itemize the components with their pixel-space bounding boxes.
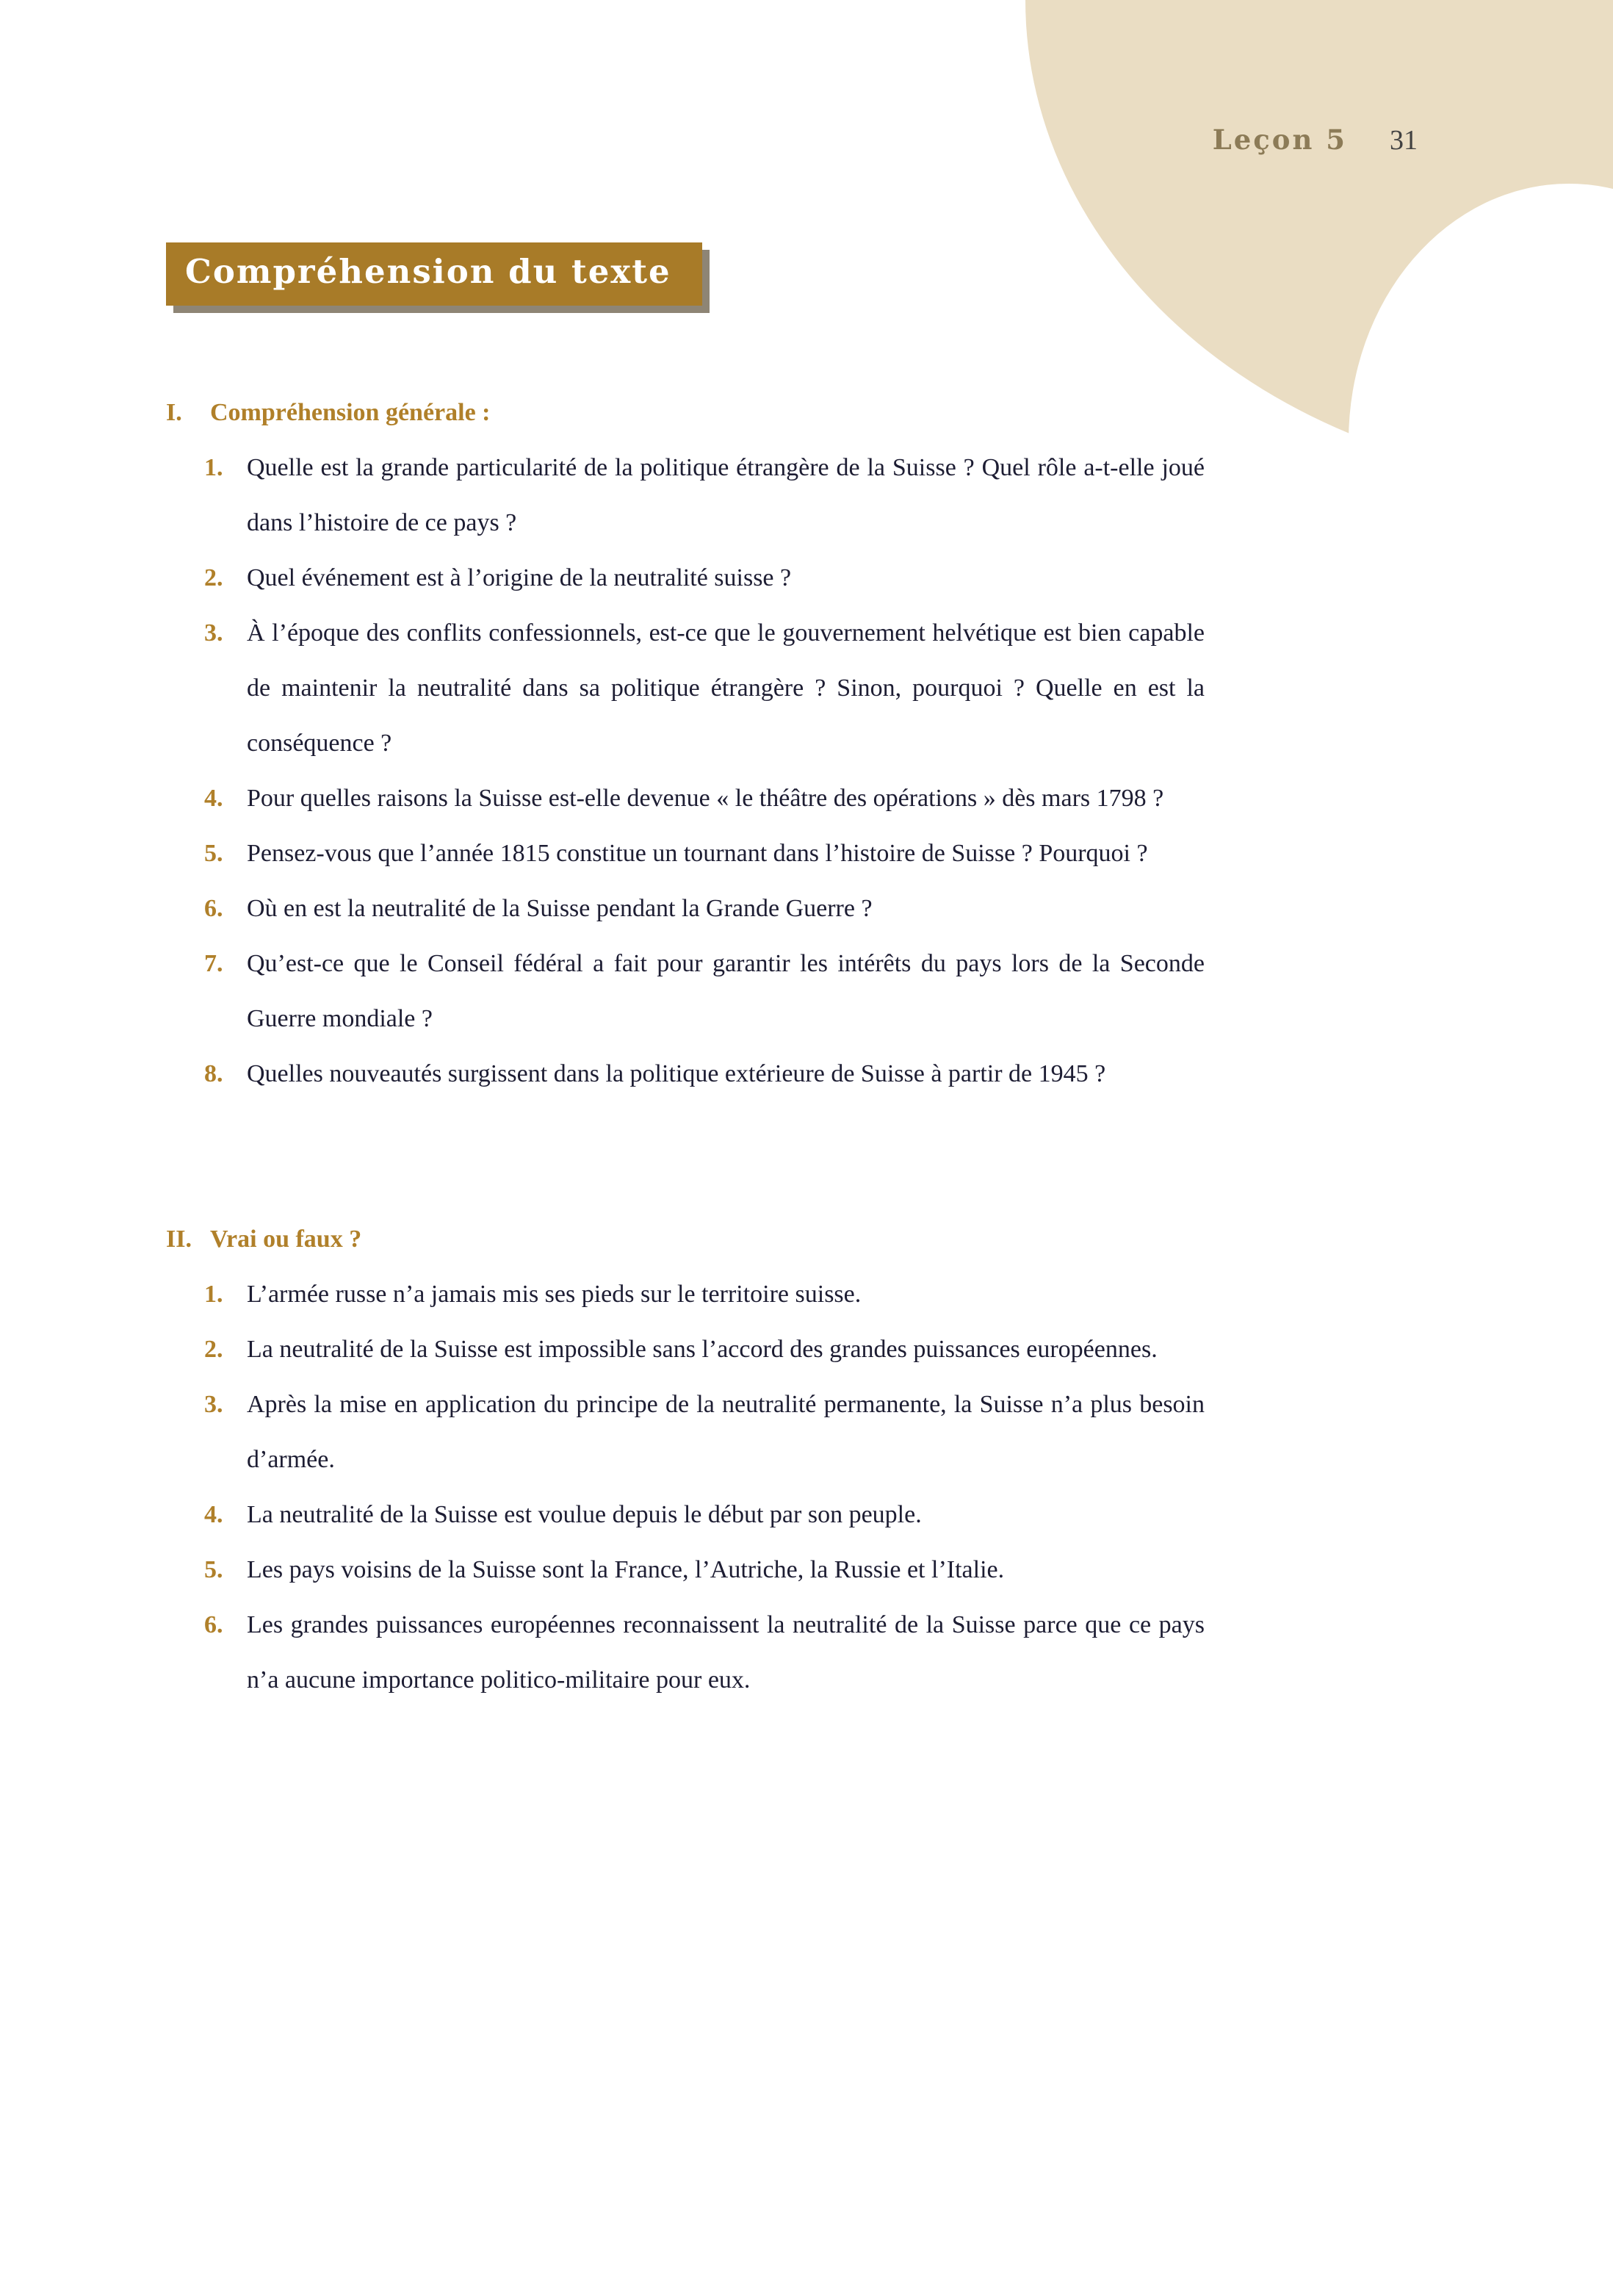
- section-heading: [166, 1212, 1205, 1267]
- section-number: I.: [166, 399, 182, 426]
- question-item: [166, 881, 1205, 936]
- question-text: Quelle est la grande particularité de la politique étrangère de la Suisse ? Quel rôle a-t-elle joué dans l’histoire de ce pays ?: [247, 454, 1205, 536]
- question-number: 7.: [204, 950, 223, 977]
- question-item: [166, 1542, 1205, 1597]
- question-number: 5.: [204, 1556, 223, 1583]
- question-number: 3.: [204, 619, 223, 647]
- section-number: II.: [166, 1226, 192, 1253]
- question-number: 5.: [204, 840, 223, 867]
- question-text: Pensez-vous que l’année 1815 constitue un tournant dans l’histoire de Suisse ? Pourquoi ?: [247, 840, 1148, 867]
- question-number: 3.: [204, 1391, 223, 1418]
- question-text: Quel événement est à l’origine de la neutralité suisse ?: [247, 564, 792, 591]
- question-text: À l’époque des conflits confessionnels, est-ce que le gouvernement helvétique est bien capable de maintenir la neutralité dans sa politique étrangère ? Sinon, pourquoi ? Quelle en est la conséquence ?: [247, 619, 1205, 757]
- section-heading: [166, 385, 1205, 440]
- question-item: [166, 1597, 1205, 1707]
- question-item: [166, 771, 1205, 826]
- question-text: L’armée russe n’a jamais mis ses pieds sur le territoire suisse.: [247, 1281, 862, 1308]
- question-item: [166, 1377, 1205, 1487]
- page-number: 31: [1390, 125, 1418, 156]
- question-number: 2.: [204, 564, 223, 591]
- question-text: Où en est la neutralité de la Suisse pendant la Grande Guerre ?: [247, 895, 873, 922]
- question-text: Pour quelles raisons la Suisse est-elle devenue « le théâtre des opérations » dès mars 1798 ?: [247, 785, 1164, 812]
- question-item: [166, 440, 1205, 550]
- question-text: Qu’est-ce que le Conseil fédéral a fait pour garantir les intérêts du pays lors de la Seconde Guerre mondiale ?: [247, 950, 1205, 1032]
- question-item: [166, 826, 1205, 881]
- question-text: La neutralité de la Suisse est voulue depuis le début par son peuple.: [247, 1501, 922, 1528]
- running-head: [1213, 123, 1418, 156]
- question-number: 6.: [204, 1611, 223, 1638]
- section-title-banner: Compréhension du texte: [166, 242, 702, 306]
- question-number: 1.: [204, 1281, 223, 1308]
- question-number: 6.: [204, 895, 223, 922]
- question-number: 8.: [204, 1060, 223, 1087]
- section-comprehension-generale: [166, 385, 1205, 1101]
- question-number: 4.: [204, 785, 223, 812]
- question-item: [166, 1046, 1205, 1101]
- section-vrai-ou-faux: [166, 1212, 1205, 1707]
- question-number: 4.: [204, 1501, 223, 1528]
- question-item: [166, 1267, 1205, 1322]
- question-item: [166, 1322, 1205, 1377]
- question-item: [166, 936, 1205, 1046]
- question-text: Les grandes puissances européennes reconnaissent la neutralité de la Suisse parce que ce pays n’a aucune importance politico-militaire pour eux.: [247, 1611, 1205, 1694]
- question-text: Les pays voisins de la Suisse sont la France, l’Autriche, la Russie et l’Italie.: [247, 1556, 1005, 1583]
- question-text: Quelles nouveautés surgissent dans la politique extérieure de Suisse à partir de 1945 ?: [247, 1060, 1106, 1087]
- question-number: 2.: [204, 1336, 223, 1363]
- question-text: La neutralité de la Suisse est impossible sans l’accord des grandes puissances européennes.: [247, 1336, 1158, 1363]
- questions-content: [166, 385, 1205, 1707]
- section-heading-text: Vrai ou faux ?: [210, 1226, 362, 1253]
- question-item: [166, 605, 1205, 771]
- question-item: [166, 550, 1205, 605]
- section-heading-text: Compréhension générale :: [210, 399, 491, 426]
- question-item: [166, 1487, 1205, 1542]
- lesson-label: Leçon 5: [1212, 123, 1347, 156]
- question-number: 1.: [204, 454, 223, 481]
- question-text: Après la mise en application du principe de la neutralité permanente, la Suisse n’a plus besoin d’armée.: [247, 1391, 1205, 1473]
